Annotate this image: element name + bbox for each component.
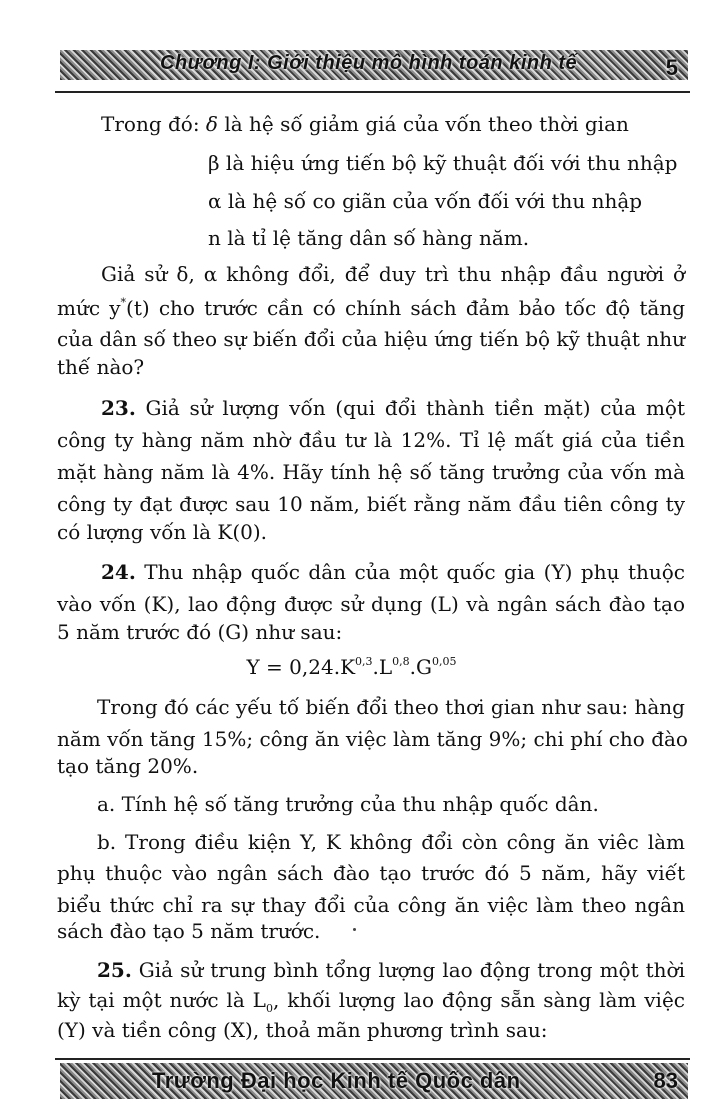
text-run: Giả sử trung bình tổng lượng lao động trong một thời [131,958,685,982]
q23-line: công ty hàng năm nhờ đầu tư là 12%. Tỉ lệ mất giá của tiền [57,428,685,452]
para1-line: thế nào? [57,355,145,379]
para1-line: Giả sử δ, α không đổi, để duy trì thu nhập đầu người ở [101,262,685,286]
delta-text: là hệ số giảm giá của vốn theo thời gian [217,112,629,136]
q25-line [97,958,685,982]
definition-lead: Trong đó: [101,112,206,136]
q24-part-b: sách đào tạo 5 năm trước. [57,919,321,943]
school-name: Trường Đại học Kinh tế Quốc dân [152,1068,521,1093]
q25-line: (Y) và tiền công (X), thoả mãn phương trình sau: [57,1018,548,1042]
para1-line [57,296,685,320]
q23-line [101,396,685,420]
definition-alpha: α là hệ số co giãn của vốn đối với thu nhập [208,189,643,213]
scan-speck [353,928,356,931]
definition-delta [101,112,629,136]
q24-line [101,560,685,584]
q24-line: 5 năm trước đó (G) như sau: [57,620,343,644]
text-run: .G [409,655,432,679]
text-run: kỳ tại một nước là L [57,988,266,1012]
superscript: 0,8 [392,655,410,668]
production-formula [0,655,703,679]
text-run: Thu nhập quốc dân của một quốc gia (Y) phụ thuộc [135,560,685,584]
text-run: Giả sử lượng vốn (qui đổi thành tiền mặt) của một [135,396,685,420]
superscript: * [120,296,127,309]
chapter-number: 5 [665,55,678,80]
q24-part-b: b. Trong điều kiện Y, K không đổi còn công ăn viêc làm [97,830,685,854]
footer-rule [55,1058,690,1060]
superscript: 0,05 [432,655,457,668]
q24-number: 24. [101,560,136,584]
text-run: (t) cho trước cần có chính sách đảm bảo tốc độ tăng [126,296,685,320]
chapter-title: Chương I: Giới thiệu mô hình toán kinh tế [160,52,578,74]
footer-banner [60,1063,688,1099]
page-number: 83 [653,1068,678,1093]
text-run: .L [372,655,393,679]
q24-part-b: phụ thuộc vào ngân sách đào tạo trước đó 5 năm, hãy viết [57,861,685,885]
q24-line: tạo tăng 20%. [57,754,199,778]
q25-number: 25. [97,958,132,982]
q24-part-a: a. Tính hệ số tăng trưởng của thu nhập quốc dân. [97,792,599,816]
q23-line: công ty đạt được sau 10 năm, biết rằng năm đầu tiên công ty [57,492,685,516]
text-run: mức y [57,296,121,320]
q24-line: năm vốn tăng 15%; công ăn việc làm tăng 9%; chi phí cho đào [57,727,688,751]
para1-line: của dân số theo sự biến đổi của hiệu ứng tiến bộ kỹ thuật như [57,327,685,351]
q25-line [57,988,685,1021]
header-rule [55,91,690,93]
q24-line: Trong đó các yếu tố biến đổi theo thơi gian như sau: hàng [97,695,685,719]
subscript: 0 [265,1002,273,1015]
q24-part-b: biểu thức chỉ ra sự thay đổi của công ăn việc làm theo ngân [57,893,685,917]
text-run: , khối lượng lao động sẵn sàng làm việc [272,988,685,1012]
definition-n: n là tỉ lệ tăng dân số hàng năm. [208,226,530,250]
text-run: Y = 0,24.K [246,655,356,679]
delta-symbol: δ [205,112,218,136]
superscript: 0,3 [355,655,373,668]
header-banner [60,50,688,80]
definition-beta: β là hiệu ứng tiến bộ kỹ thuật đối với thu nhập [208,151,678,175]
q23-number: 23. [101,396,136,420]
q23-line: mặt hàng năm là 4%. Hãy tính hệ số tăng trưởng của vốn mà [57,460,685,484]
q23-line: có lượng vốn là K(0). [57,520,268,544]
q24-line: vào vốn (K), lao động được sử dụng (L) và ngân sách đào tạo [57,592,685,616]
